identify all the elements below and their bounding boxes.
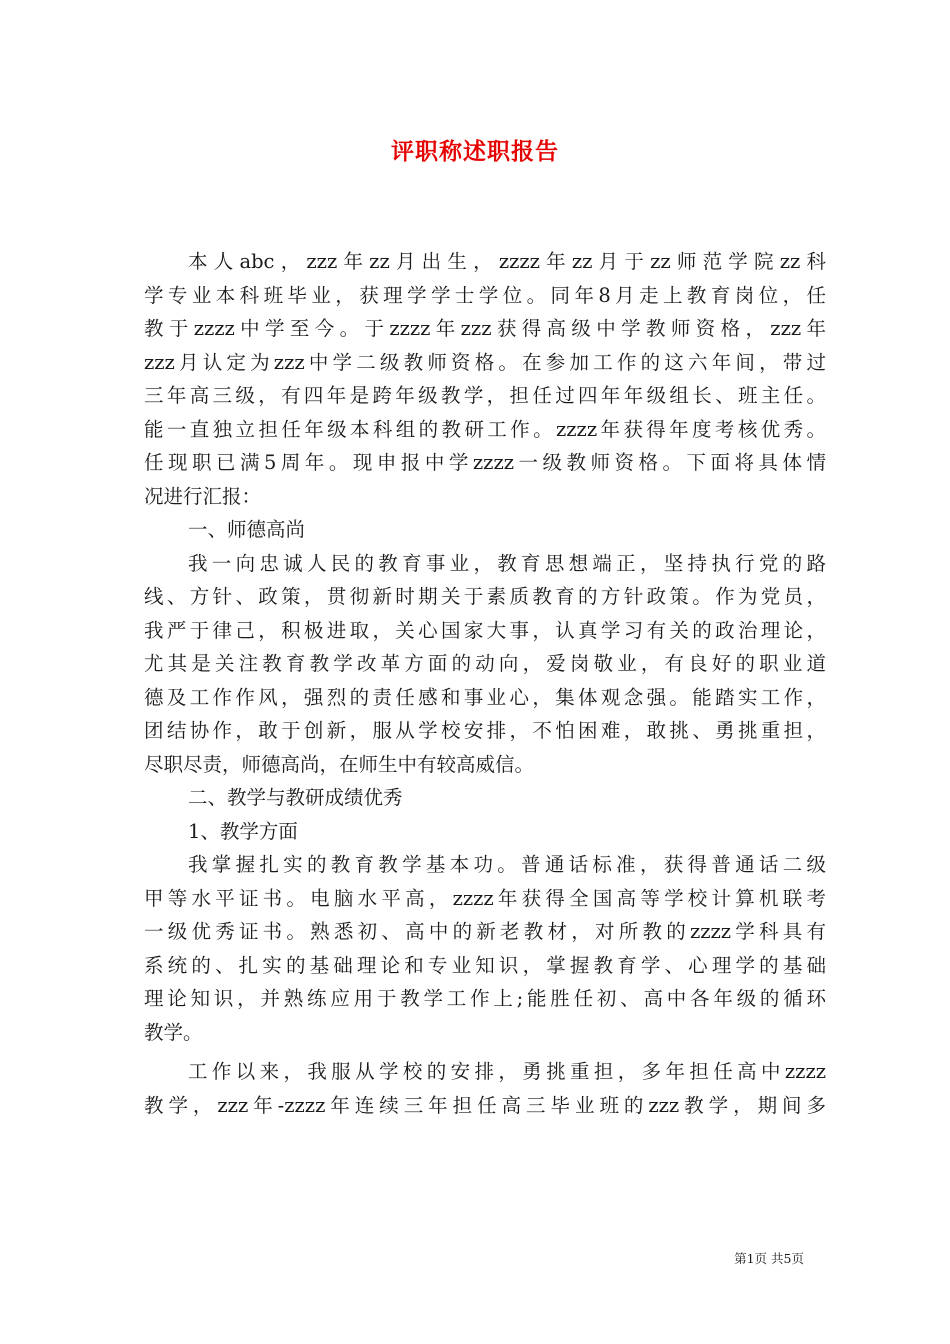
document-title: 评职称述职报告 (391, 138, 559, 165)
body-text-line: 况进行汇报： (144, 484, 262, 508)
section-heading: 二、教学与教研成绩优秀 (188, 786, 403, 809)
body-text-line: 线、方针、政策，贯彻新时期关于素质教育的方针政策。作为党员， (144, 585, 826, 608)
body-text-line: 尤其是关注教育教学改革方面的动向，爱岗敬业，有良好的职业道 (144, 652, 826, 675)
body-text-line: 甲等水平证书。电脑水平高，zzzz年获得全国高等学校计算机联考 (144, 886, 826, 910)
body-text-line: 理论知识，并熟练应用于教学工作上;能胜任初、高中各年级的循环 (144, 987, 826, 1010)
body-text-line: 本人abc，zzz年zz月出生，zzzz年zz月于zz师范学院zz科 (188, 250, 826, 273)
body-text-line: 系统的、扎实的基础理论和专业知识，掌握教育学、心理学的基础 (144, 953, 826, 977)
section-heading: 一、师德高尚 (188, 518, 306, 541)
body-text-line: 任现职已满5周年。现申报中学zzzz一级教师资格。下面将具体情 (144, 451, 826, 474)
document-body (144, 245, 826, 1122)
body-text-line: 我掌握扎实的教育教学基本功。普通话标准，获得普通话二级 (188, 853, 826, 876)
body-text-line: 三年高三级，有四年是跨年级教学，担任过四年年级组长、班主任。 (144, 384, 826, 407)
body-text-line: zzz月认定为zzz中学二级教师资格。在参加工作的这六年间，带过 (144, 350, 826, 374)
body-text-line: 德及工作作风，强烈的责任感和事业心，集体观念强。能踏实工作， (144, 685, 826, 709)
body-text-line: 我严于律己，积极进取，关心国家大事，认真学习有关的政治理论， (144, 618, 826, 642)
body-text-line: 工作以来，我服从学校的安排，勇挑重担，多年担任高中zzzz (188, 1060, 826, 1083)
page-number-footer: 第1页 共5页 (734, 1251, 804, 1266)
body-text-line: 能一直独立担任年级本科组的教研工作。zzzz年获得年度考核优秀。 (144, 417, 826, 441)
body-text-line: 教学，zzz年-zzzz年连续三年担任高三毕业班的zzz教学，期间多 (144, 1093, 826, 1117)
body-text-line: 学专业本科班毕业，获理学学士学位。同年8月走上教育岗位，任 (144, 283, 826, 307)
body-text-line: 尽职尽责，师德高尚，在师生中有较高威信。 (144, 752, 535, 776)
body-text-line: 团结协作，敢于创新，服从学校安排，不怕困难，敢挑、勇挑重担， (144, 719, 826, 742)
body-text-line: 教学。 (144, 1020, 203, 1044)
body-text-line: 教于zzzz中学至今。于zzzz年zzz获得高级中学教师资格，zzz年 (144, 317, 826, 340)
body-text-line: 一级优秀证书。熟悉初、高中的新老教材，对所教的zzzz学科具有 (144, 920, 826, 943)
section-heading: 1、教学方面 (188, 819, 298, 843)
body-text-line: 我一向忠诚人民的教育事业，教育思想端正，坚持执行党的路 (188, 551, 826, 575)
